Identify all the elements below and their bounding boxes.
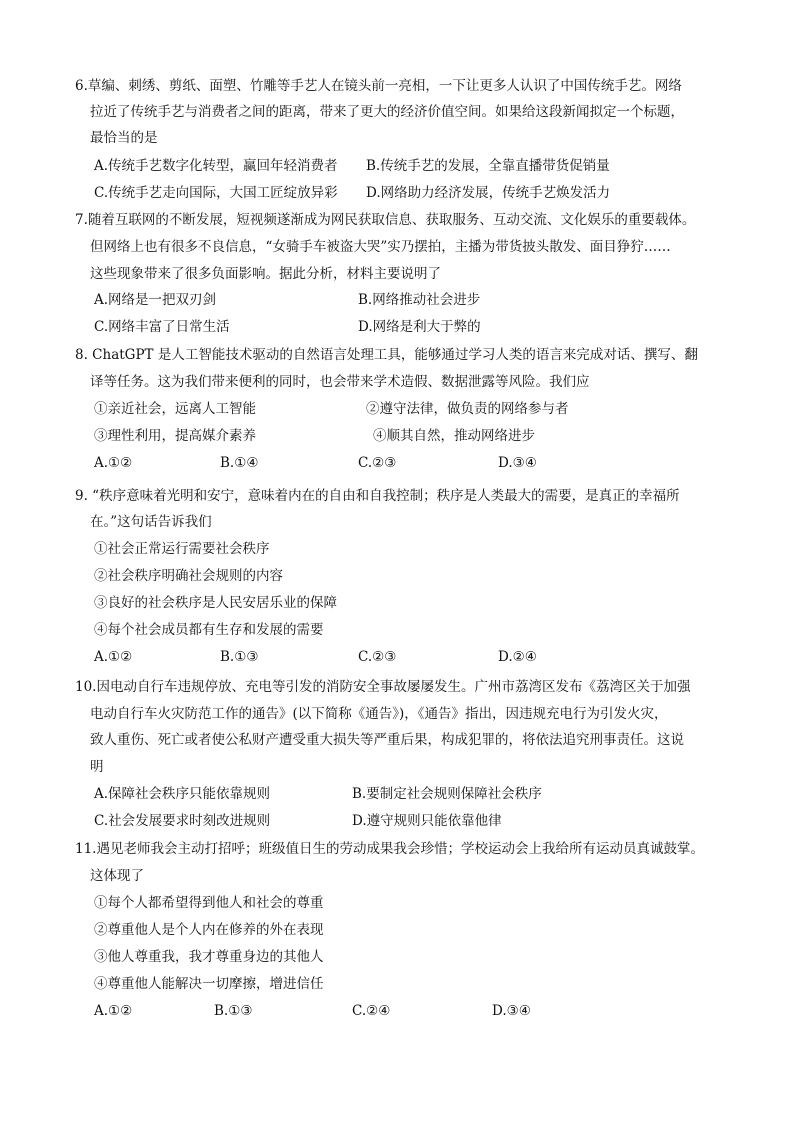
q10-line-4: 明	[90, 759, 104, 775]
q9-item-1: ①社会正常运行需要社会秩序	[94, 541, 270, 557]
q11-item-1: ①每个人都希望得到他人和社会的尊重	[94, 895, 324, 911]
q9-option-c[interactable]: C.②③	[358, 649, 397, 665]
q6-option-d[interactable]: D.网络助力经济发展，传统手艺焕发活力	[366, 185, 611, 201]
q8-line-2: 译等任务。这为我们带来便利的同时，也会带来学术造假、数据泄露等风险。我们应	[90, 374, 590, 390]
q8-item-1: ①亲近社会，远离人工智能	[94, 401, 256, 417]
q7-option-b[interactable]: B.网络推动社会进步	[358, 292, 481, 308]
q7-line-3: 这些现象带来了很多负面影响。据此分析，材料主要说明了	[90, 266, 441, 282]
q6-option-b[interactable]: B.传统手艺的发展，全靠直播带货促销量	[366, 158, 610, 174]
q8-line-1: 8. ChatGPT 是人工智能技术驱动的自然语言处理工具，能够通过学习人类的语言来完成对话、撰写、翻	[75, 347, 698, 363]
q7-option-c[interactable]: C.网络丰富了日常生活	[94, 319, 230, 335]
q6-option-c[interactable]: C.传统手艺走向国际，大国工匠绽放异彩	[94, 185, 338, 201]
q11-line-2: 这体现了	[90, 868, 144, 884]
q8-option-c[interactable]: C.②③	[358, 455, 397, 471]
q8-item-2: ②遵守法律，做负责的网络参与者	[366, 401, 569, 417]
q10-option-d[interactable]: D.遵守规则只能依靠他律	[352, 813, 502, 829]
q8-option-a[interactable]: A.①②	[94, 455, 133, 471]
q10-line-2: 电动自行车火灾防范工作的通告》(以下简称《通告》)，《通告》指出，因违规充电行为引发火灾，	[90, 706, 668, 722]
q11-item-2: ②尊重他人是个人内在修养的外在表现	[94, 922, 324, 938]
q11-option-c[interactable]: C.②④	[352, 1003, 391, 1019]
q6-line-1: 6.草编、刺绣、剪纸、面塑、竹雕等手艺人在镜头前一亮相，一下让更多人认识了中国传统手艺。网络	[75, 78, 682, 94]
q10-line-3: 致人重伤、死亡或者使公私财产遭受重大损失等严重后果，构成犯罪的，将依法追究刑事责任。这说	[90, 732, 684, 748]
q11-item-4: ④尊重他人能解决一切摩擦，增进信任	[94, 976, 324, 992]
q9-line-2: 在。”这句话告诉我们	[90, 514, 212, 530]
q9-option-b[interactable]: B.①③	[220, 649, 259, 665]
q11-option-d[interactable]: D.③④	[492, 1003, 531, 1019]
q11-option-a[interactable]: A.①②	[94, 1003, 133, 1019]
q11-option-b[interactable]: B.①③	[214, 1003, 253, 1019]
q10-option-a[interactable]: A.保障社会秩序只能依靠规则	[94, 786, 271, 802]
q9-line-1: 9. “秩序意味着光明和安宁，意味着内在的自由和自我控制；秩序是人类最大的需要，是真正的幸福所	[75, 488, 680, 504]
q11-item-3: ③他人尊重我，我才尊重身边的其他人	[94, 949, 324, 965]
q7-option-a[interactable]: A.网络是一把双刃剑	[94, 292, 217, 308]
q6-line-2: 拉近了传统手艺与消费者之间的距离，带来了更大的经济价值空间。如果给这段新闻拟定一个标题，	[90, 104, 684, 120]
q7-line-2: 但网络上也有很多不良信息，“女骑手车被盗大哭”实乃摆拍，主播为带货披头散发、面目狰狞……	[90, 239, 671, 255]
q8-item-3: ③理性利用，提高媒介素养	[94, 428, 256, 444]
q8-option-b[interactable]: B.①④	[220, 455, 259, 471]
q7-option-d[interactable]: D.网络是利大于弊的	[358, 319, 481, 335]
q8-option-d[interactable]: D.③④	[498, 455, 537, 471]
q7-line-1: 7.随着互联网的不断发展，短视频遂渐成为网民获取信息、获取服务、互动交流、文化娱乐的重要载体。	[75, 212, 696, 228]
q9-item-4: ④每个社会成员都有生存和发展的需要	[94, 622, 324, 638]
q10-line-1: 10.因电动自行车违规停放、充电等引发的消防安全事故屡屡发生。广州市荔湾区发布《荔湾区关于加强	[75, 679, 691, 695]
q10-option-c[interactable]: C.社会发展要求时刻改进规则	[94, 813, 271, 829]
q9-option-d[interactable]: D.②④	[498, 649, 537, 665]
q8-item-4: ④顺其自然，推动网络进步	[373, 428, 535, 444]
q9-item-3: ③良好的社会秩序是人民安居乐业的保障	[94, 595, 337, 611]
q10-option-b[interactable]: B.要制定社会规则保障社会秩序	[352, 786, 542, 802]
q9-item-2: ②社会秩序明确社会规则的内容	[94, 568, 283, 584]
q6-line-3: 最恰当的是	[90, 130, 158, 146]
q9-option-a[interactable]: A.①②	[94, 649, 133, 665]
q11-line-1: 11.遇见老师我会主动打招呼；班级值日生的劳动成果我会珍惜；学校运动会上我给所有运动员真诚鼓掌。	[75, 841, 704, 857]
q6-option-a[interactable]: A.传统手艺数字化转型，赢回年轻消费者	[94, 158, 338, 174]
